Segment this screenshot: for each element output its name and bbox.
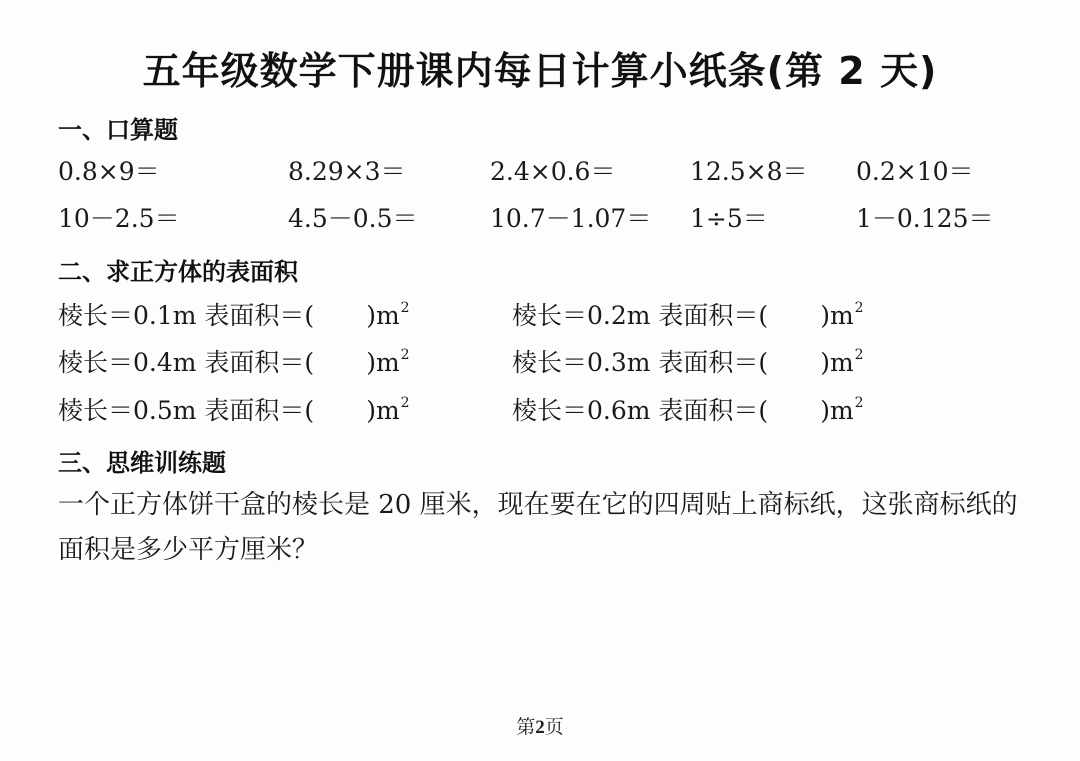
cube-area-problem	[58, 343, 410, 379]
unit-label: )m	[820, 396, 854, 425]
oral-calc-item: 10－2.5＝	[58, 204, 180, 233]
edge-prefix: 棱长＝	[58, 301, 134, 330]
edge-length: 0.6m	[587, 396, 651, 425]
cube-area-row	[0, 296, 1080, 336]
oral-calc-item: 0.8×9＝	[58, 157, 160, 186]
area-label: 表面积＝(	[650, 301, 769, 330]
cube-area-problem	[58, 296, 410, 332]
area-label: 表面积＝(	[196, 301, 315, 330]
edge-length: 0.2m	[587, 301, 651, 330]
oral-calc-item: 1－0.125＝	[856, 204, 994, 233]
edge-prefix: 棱长＝	[58, 348, 134, 377]
edge-length: 0.3m	[587, 348, 651, 377]
footer-prefix: 第	[516, 716, 536, 738]
oral-calc-row	[0, 199, 1080, 235]
section-heading-thinking: 三、思维训练题	[58, 449, 226, 477]
unit-label: )m	[366, 348, 400, 377]
oral-calc-item: 8.29×3＝	[288, 157, 406, 186]
unit-label: )m	[820, 348, 854, 377]
edge-length: 0.1m	[133, 301, 197, 330]
edge-length: 0.4m	[133, 348, 197, 377]
oral-calc-item: 1÷5＝	[690, 204, 768, 233]
unit-label: )m	[820, 301, 854, 330]
unit-exponent: 2	[400, 347, 410, 363]
section-heading-oral: 一、口算题	[58, 116, 178, 144]
cube-area-problem	[512, 343, 864, 379]
unit-label: )m	[366, 396, 400, 425]
footer-suffix: 页	[544, 716, 564, 738]
area-label: 表面积＝(	[196, 396, 315, 425]
page-footer	[0, 712, 1080, 739]
oral-calc-item: 12.5×8＝	[690, 157, 808, 186]
unit-exponent: 2	[854, 300, 864, 316]
unit-exponent: 2	[400, 395, 410, 411]
edge-prefix: 棱长＝	[512, 396, 588, 425]
oral-calc-item: 2.4×0.6＝	[490, 157, 616, 186]
page-number: 2	[535, 717, 545, 738]
edge-prefix: 棱长＝	[512, 301, 588, 330]
cube-area-problem	[512, 296, 864, 332]
area-label: 表面积＝(	[196, 348, 315, 377]
unit-exponent: 2	[854, 347, 864, 363]
unit-exponent: 2	[854, 395, 864, 411]
oral-calc-item: 4.5－0.5＝	[288, 204, 418, 233]
word-problem-text: 一个正方体饼干盒的棱长是 20 厘米，现在要在它的四周贴上商标纸，这张商标纸的面积是多少平方厘米？	[58, 490, 1018, 565]
oral-calc-row	[0, 152, 1080, 188]
area-label: 表面积＝(	[650, 348, 769, 377]
cube-area-row	[0, 343, 1080, 383]
edge-prefix: 棱长＝	[58, 396, 134, 425]
oral-calc-item: 10.7－1.07＝	[490, 204, 652, 233]
section-heading-cube-area: 二、求正方体的表面积	[58, 258, 298, 286]
unit-label: )m	[366, 301, 400, 330]
area-label: 表面积＝(	[650, 396, 769, 425]
edge-length: 0.5m	[133, 396, 197, 425]
edge-prefix: 棱长＝	[512, 348, 588, 377]
page-title: 五年级数学下册课内每日计算小纸条(第 2 天)	[142, 49, 938, 93]
oral-calc-item: 0.2×10＝	[856, 157, 974, 186]
cube-area-problem	[58, 391, 410, 427]
unit-exponent: 2	[400, 300, 410, 316]
cube-area-row	[0, 391, 1080, 431]
cube-area-problem	[512, 391, 864, 427]
